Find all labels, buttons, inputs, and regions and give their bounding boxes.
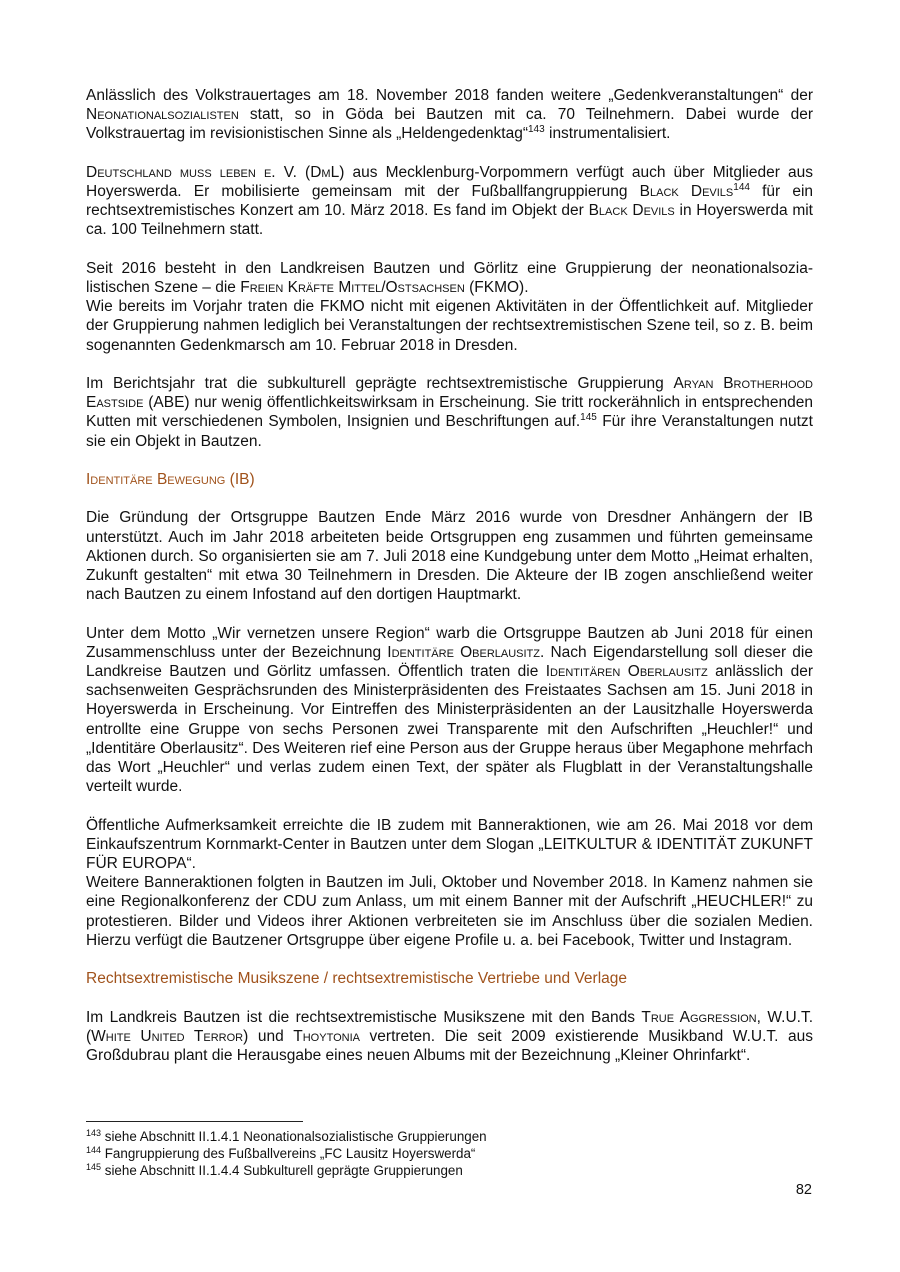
paragraph: Im Berichtsjahr trat die subkulturell geprägte rechtsextremistische Gruppierung Aryan Brotherhood Eastside (ABE) nur wenig öffentlichkeitswirksam in Erscheinung. Sie tritt rockerähnlich in entsprechenden Kutten mit verschiedenen Symbolen, Insignien und Beschriftungen auf.$^{145}$ Für ihre Veranstaltungen nutzt sie ein Objekt in Bautzen. — [86, 375, 813, 450]
paragraph: Die Gründung der Ortsgruppe Bautzen Ende März 2016 wurde von Dresdner Anhängern der IB unterstützt. Auch im Jahr 2018 arbeiteten beide Ortsgruppen eng zusammen und führten gemeinsame Aktionen durch. So organisierten sie am 7. Juli 2018 eine Kundgebung unter dem Motto „Heimat erhalten, Zukunft gestalten“ mit etwa 30 Teilnehmern in Dresden. Die Akteure der IB zogen anschließend weiter nach Bautzen zu einem Infostand auf den dortigen Hauptmarkt. — [86, 509, 813, 604]
section-heading: Identitäre Bewegung (IB) — [86, 471, 255, 488]
paragraph: Im Landkreis Bautzen ist die rechtsextremistische Musikszene mit den Bands True Aggression, W.U.T. (White United Terror) und Thoytonia vertreten. Die seit 2009 existierende Musikband W.U.T. aus Großdubrau plant die Herausgabe eines neuen Albums mit der Bezeichnung „Kleiner Ohrinfarkt“. — [86, 1008, 814, 1065]
footnote: $^{144}$ Fangruppierung des Fußballvereins „FC Lausitz Hoyerswerda“ — [86, 1145, 476, 1161]
footnote-ref: 144 — [733, 182, 750, 193]
footnote-divider — [86, 1121, 303, 1122]
paragraph: Öffentliche Aufmerksamkeit erreichte die IB zudem mit Banneraktionen, wie am 26. Mai 2018 vor dem Einkaufszentrum Kornmarkt-Center in Bautzen unter dem Slogan „LEITKULTUR & IDENTITÄT ZUKUNFT FÜR EUROPA“. — [86, 816, 813, 873]
footnote: $^{145}$ siehe Abschnitt II.1.4.4 Subkulturell geprägte Gruppierungen — [86, 1162, 463, 1178]
paragraph: Seit 2016 besteht in den Landkreisen Bautzen und Görlitz eine Gruppierung der neonationalsozialistischen Szene – die Freien Kräfte Mittel/Ostsachsen (FKMO). — [86, 259, 813, 296]
page-body — [86, 86, 813, 1065]
footnote-ref: 143 — [528, 124, 545, 136]
paragraph: Weitere Banneraktionen folgten in Bautzen im Juli, Oktober und November 2018. In Kamenz nahmen sie eine Regionalkonferenz der CDU zum Anlass, um mit einem Banner mit der Aufschrift „HEUCHLER!“ zu protestieren. Bilder und Videos ihrer Aktionen verbreiteten sie im Anschluss über die sozialen Medien. Hierzu verfügt die Bautzener Ortsgruppe über eigene Profile u. a. bei Facebook, Twitter und Instagram. — [86, 874, 813, 949]
footnote-ref: 145 — [580, 412, 597, 424]
paragraph: Anlässlich des Volkstrauertages am 18. November 2018 fanden weitere „Gedenkveranstaltungen“ der Neonationalsozialisten statt, so in Göda bei Bautzen mit ca. 70 Teilnehmern. Dabei wurde der Volkstrauertag im revisionistischen Sinne als „Heldengedenktag“$^{143}$ instrumentalisiert. — [86, 87, 813, 143]
footnote: $^{143}$ siehe Abschnitt II.1.4.1 Neonationalsozialistische Gruppierungen — [86, 1128, 487, 1144]
section-heading: Rechtsextremistische Musikszene / rechtsextremistische Vertriebe und Verlage — [86, 970, 628, 988]
paragraph: Unter dem Motto „Wir vernetzen unsere Region“ warb die Ortsgruppe Bautzen ab Juni 2018 für einen Zusammenschluss unter der Bezeichnung Identitäre Oberlausitz. Nach Eigendarstellung soll dieser die Landkreise Bautzen und Görlitz umfassen. Öffentlich traten die Identitären Oberlausitz anlässlich der sachsenweiten Gesprächsrunden des Ministerpräsidenten des Freistaates Sachsen am 15. Juni 2018 in Hoyerswerda in Erscheinung. Vor Eintreffen des Ministerpräsidenten an der Lausitzhalle Hoyerswerda entrollte eine Gruppe von sechs Personen zwei Transparente mit den Aufschriften „Heuchler!“ und „Identitäre Oberlausitz“. Des Weiteren rief eine Person aus der Gruppe heraus über Megaphone mehrfach das Wort „Heuchler“ und verlas zudem einen Text, der später als Flugblatt in der Veranstaltungshalle verteilt wurde. — [86, 624, 813, 796]
footnotes — [86, 1128, 813, 1179]
paragraph: Wie bereits im Vorjahr traten die FKMO nicht mit eigenen Aktivitäten in der Öffentlichkeit auf. Mitglieder der Gruppierung nahmen lediglich bei Veranstaltungen der rechtsextremistischen Szene teil, so z. B. beim sogenannten Gedenkmarsch am 10. Februar 2018 in Dresden. — [86, 298, 813, 354]
paragraph: Deutschland muss leben e. V. (DmL) aus Mecklenburg-Vorpommern verfügt auch über Mitglieder aus Hoyerswerda. Er mobilisierte gemeinsam mit der Fußballfangruppierung Black Devils$^{144}$ für ein rechtsextremistisches Konzert am 10. März 2018. Es fand im Objekt der Black Devils in Hoyerswerda mit ca. 100 Teilnehmern statt. — [86, 163, 814, 239]
page-number: 82 — [795, 1182, 812, 1198]
